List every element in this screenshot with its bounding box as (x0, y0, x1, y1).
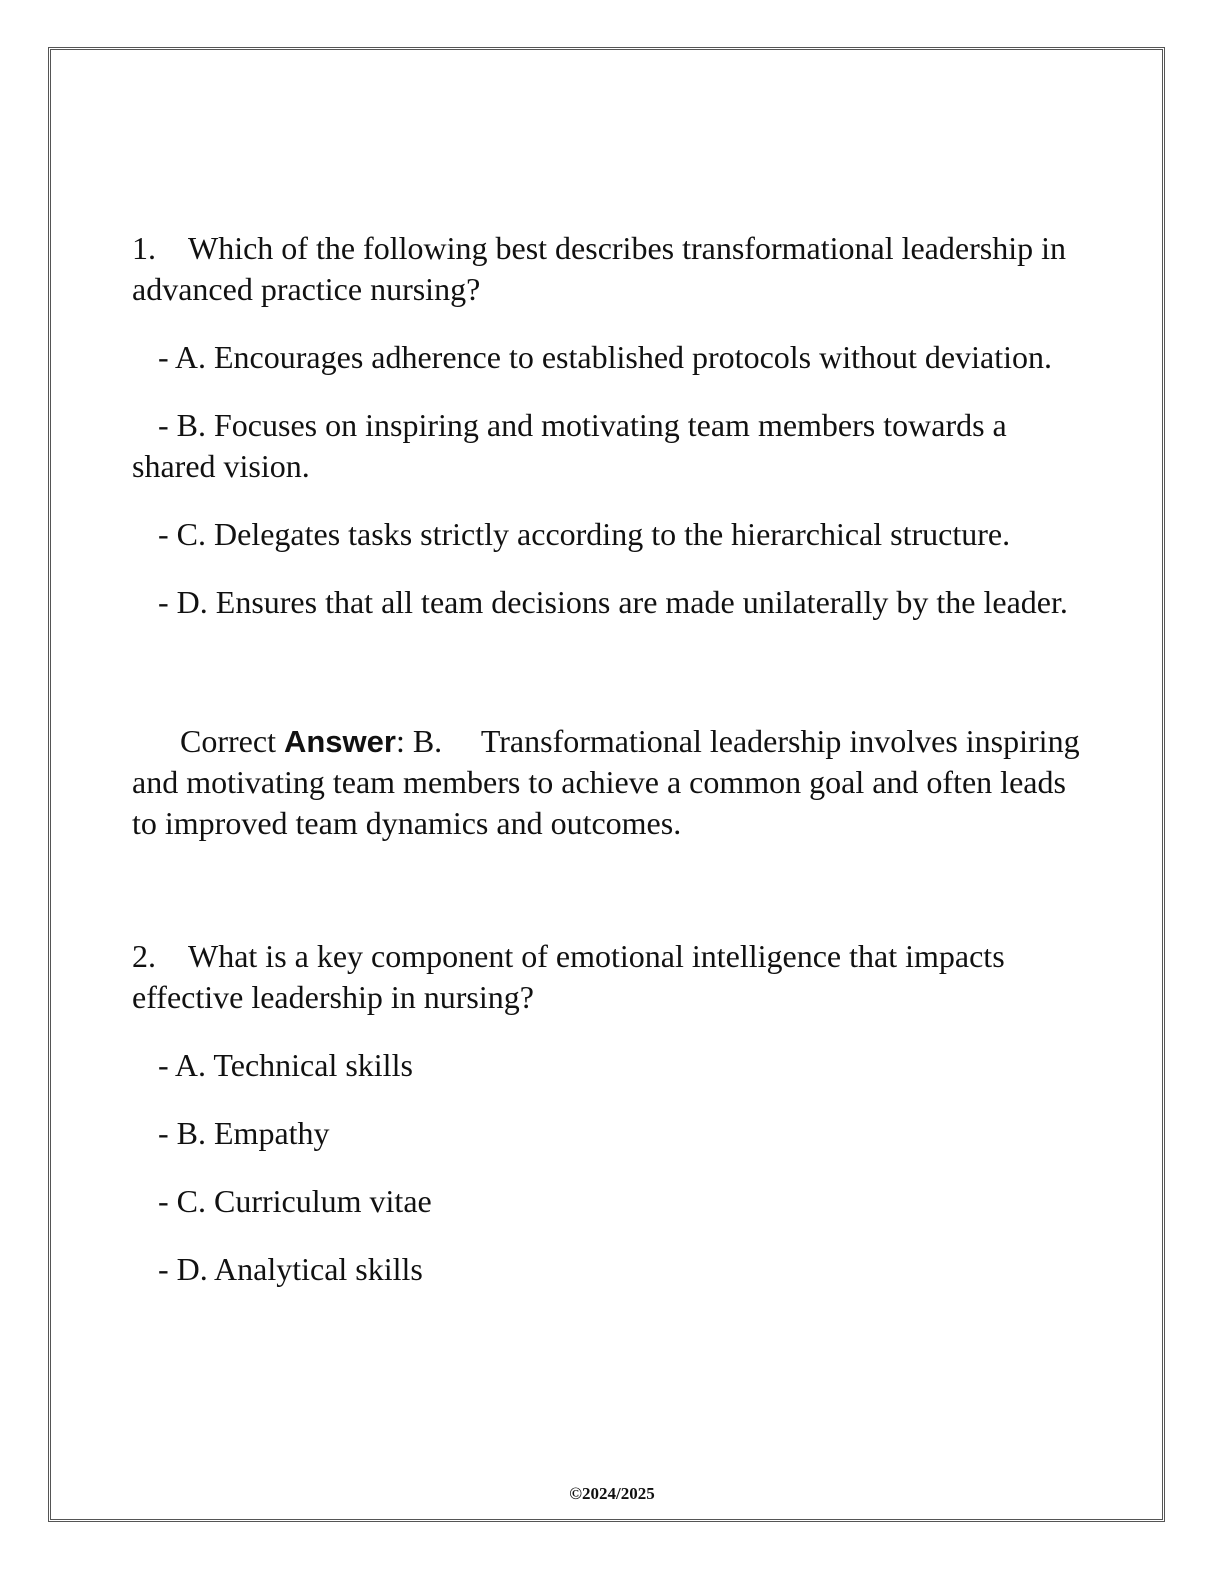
option-b (132, 1113, 1092, 1154)
question-text: What is a key component of emotional intelligence that impacts effective leadership in nursing? (132, 938, 1005, 1015)
question-text: Which of the following best describes transformational leadership in advanced practice nursing? (132, 230, 1066, 307)
question-1 (132, 228, 1092, 844)
document-body (132, 228, 1092, 1290)
option-text: - B. Empathy (158, 1115, 330, 1151)
answer-colon: : (395, 723, 413, 759)
option-text: - C. Delegates tasks strictly according to the hierarchical structure. (158, 516, 1011, 552)
copyright-footer: ©2024/2025 (569, 1484, 655, 1503)
option-text: - A. Technical skills (158, 1047, 413, 1083)
option-text: - D. Ensures that all team decisions are made unilaterally by the leader. (158, 584, 1068, 620)
option-text: - C. Curriculum vitae (158, 1183, 432, 1219)
answer-label: Answer (283, 724, 396, 759)
option-c (132, 1181, 1092, 1222)
question-number: 1. (132, 230, 156, 266)
answer-explanation: Transformational leadership involves inspiring and motivating team members to achieve a common goal and often leads to improved team dynamics and outcomes. (132, 723, 1080, 841)
option-a (132, 337, 1092, 378)
option-text: - B. Focuses on inspiring and motivating team members towards a shared vision. (132, 407, 1007, 484)
option-d (132, 1249, 1092, 1290)
question-stem (132, 936, 1092, 1018)
option-text: - D. Analytical skills (158, 1251, 423, 1287)
question-number: 2. (132, 938, 156, 974)
question-2 (132, 936, 1092, 1290)
option-text: - A. Encourages adherence to established protocols without deviation. (158, 339, 1052, 375)
option-c (132, 514, 1092, 555)
answer-prefix: Correct (180, 723, 284, 759)
option-a (132, 1045, 1092, 1086)
option-b (132, 405, 1092, 487)
option-d (132, 582, 1092, 623)
correct-answer (132, 721, 1092, 844)
question-stem (132, 228, 1092, 310)
answer-letter: B. (412, 723, 443, 759)
